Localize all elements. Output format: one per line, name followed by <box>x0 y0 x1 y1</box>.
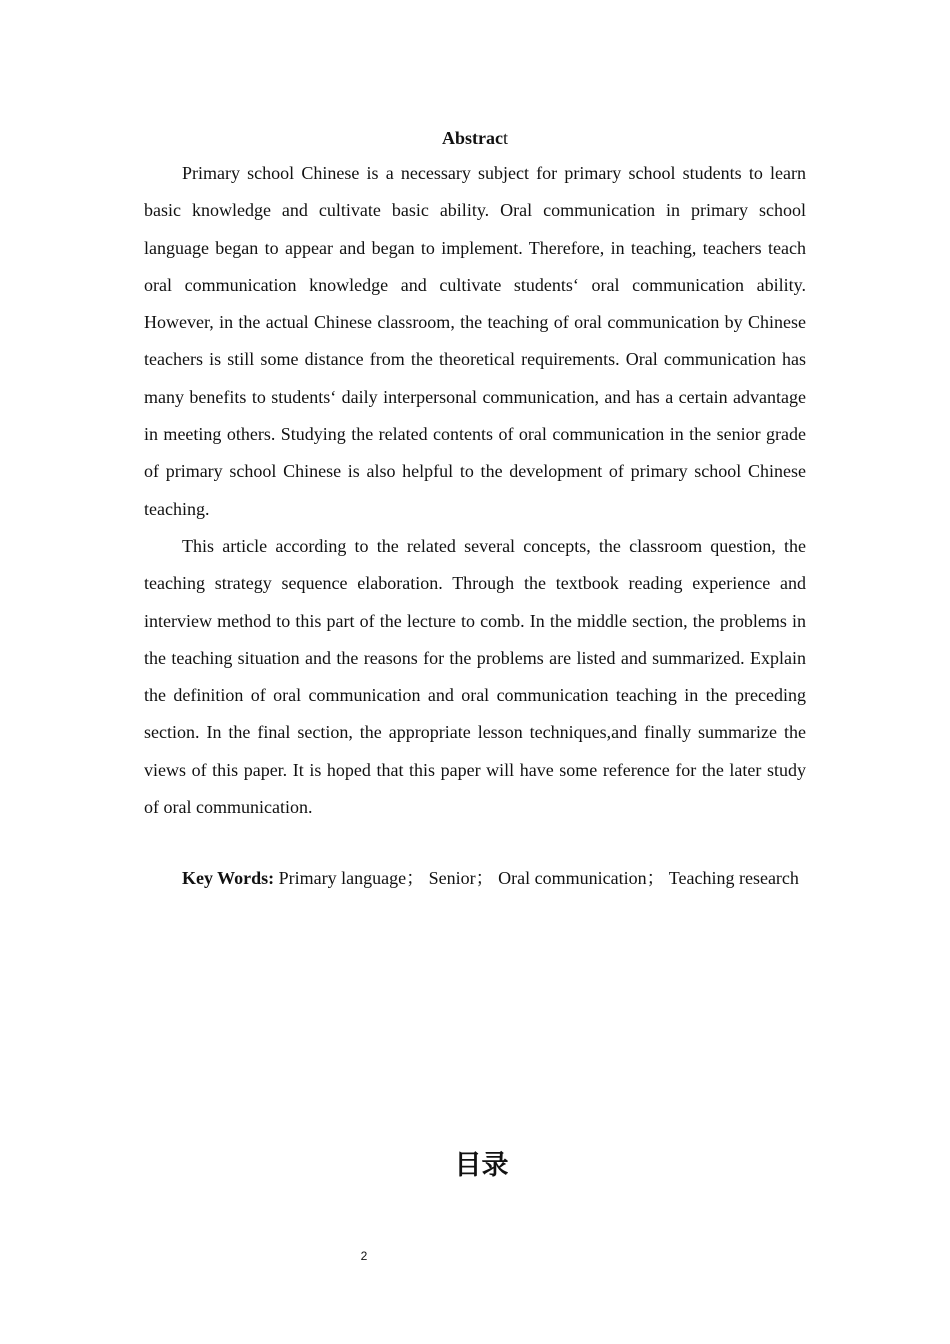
abstract-body <box>144 155 806 826</box>
toc-heading: 目录 <box>454 1150 509 1181</box>
abstract-paragraph-2: This article according to the related several concepts, the classroom question, the teaching strategy sequence elaboration. Through the textbook reading experience and interview method to this part of the lecture to comb. In the middle section, the problems in the teaching situation and the reasons for the problems are listed and summarized. Explain the definition of oral communication and oral communication teaching in the preceding section. In the final section, the appropriate lesson techniques,and finally summarize the views of this paper. It is hoped that this paper will have some reference for the later study of oral communication. <box>144 535 806 818</box>
keywords-text: Primary language； Senior； Oral communication； Teaching research <box>274 868 799 888</box>
keywords-label: Key Words: <box>182 868 275 888</box>
keywords-line <box>144 860 806 897</box>
page-number: 2 <box>360 1249 368 1263</box>
abstract-heading-tail: t <box>502 128 508 148</box>
abstract-paragraph-1: Primary school Chinese is a necessary subject for primary school students to learn basic knowledge and cultivate basic ability. Oral communication in primary school language began to appear and began to implement. Therefore, in teaching, teachers teach oral communication knowledge and cultivate students‘ oral communication ability. However, in the actual Chinese classroom, the teaching of oral communication by Chinese teachers is still some distance from the theoretical requirements. Oral communication has many benefits to students‘ daily interpersonal communication, and has a certain advantage in meeting others. Studying the related contents of oral communication in the senior grade of primary school Chinese is also helpful to the development of primary school Chinese teaching. <box>144 163 806 519</box>
abstract-heading-bold: Abstrac <box>441 128 503 148</box>
abstract-heading <box>0 124 950 152</box>
